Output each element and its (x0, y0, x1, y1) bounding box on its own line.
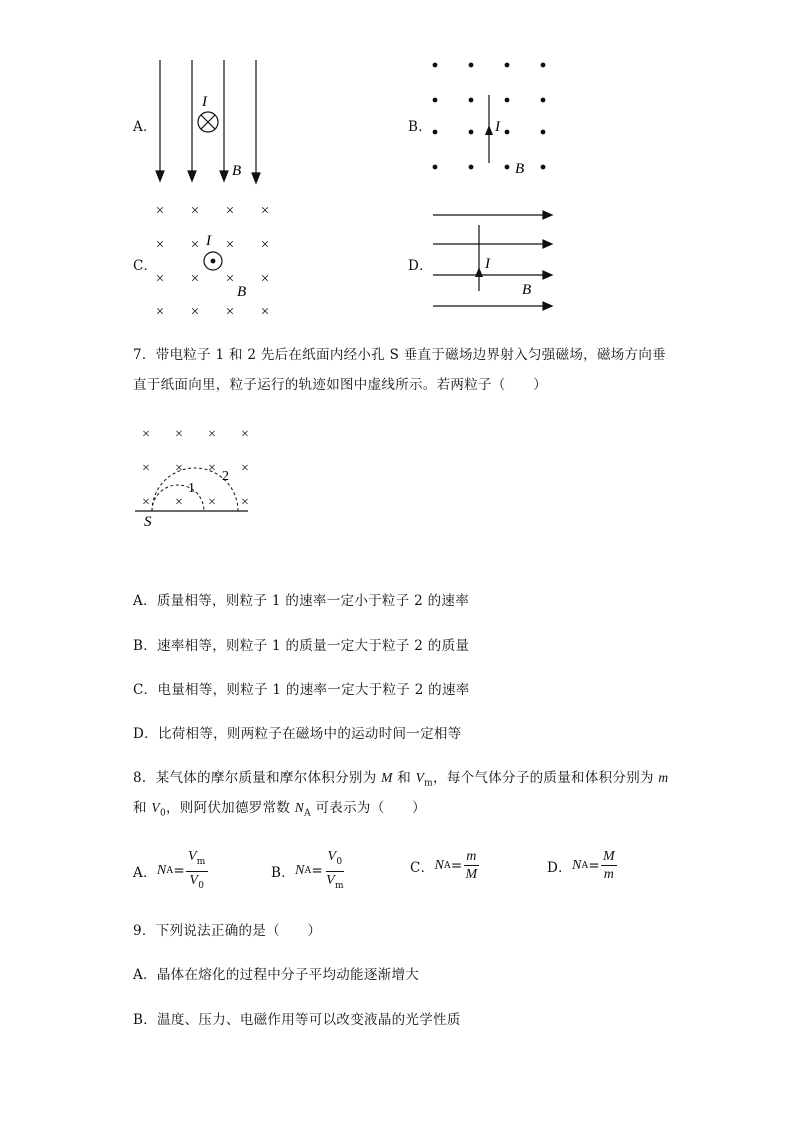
svg-text:×: × (142, 427, 150, 442)
svg-text:×: × (208, 427, 216, 442)
q7-hole-label: S (144, 514, 152, 530)
q6c-field-label: B (237, 284, 247, 300)
field-arrow (252, 173, 260, 183)
q6c-current-label: I (206, 233, 211, 249)
q9-stem: 9．下列说法正确的是（ ） (133, 923, 322, 939)
q9-option-a-letter: A． (133, 967, 157, 983)
q6-figure-b (425, 55, 565, 185)
current-arrow (475, 267, 483, 277)
q7-figure (130, 422, 260, 530)
svg-text:×: × (260, 271, 270, 287)
q6b-current-label: I (495, 119, 500, 135)
field-arrow (188, 171, 196, 181)
q8-option-d: D． N A = $\frac{M}{m}$ (547, 849, 615, 882)
svg-text:×: × (175, 427, 183, 442)
q7-path2-label: 2 (222, 469, 229, 484)
svg-text:×: × (190, 271, 200, 287)
svg-text:×: × (225, 237, 235, 253)
svg-text:×: × (260, 237, 270, 253)
svg-text:×: × (225, 271, 235, 287)
q6-option-b-letter: B． (408, 119, 433, 135)
field-arrow (220, 171, 228, 181)
q9-option-a-text: 晶体在熔化的过程中分子平均动能逐渐增大 (156, 967, 420, 983)
q8-stem-line2: 和 $V_0$，则阿伏加德罗常数 $N_A$ 可表示为（ ） (133, 800, 426, 819)
field-arrow (156, 171, 164, 181)
q7-stem-line1: 7．带电粒子 1 和 2 先后在纸面内经小孔 S 垂直于磁场边界射入匀强磁场，磁场方向垂 (133, 347, 666, 363)
q6b-field-label: B (515, 161, 525, 177)
q7-option-b-letter: B． (133, 638, 158, 654)
q9-option-b-letter: B． (133, 1012, 158, 1028)
q7-option-d-text: 比荷相等，则两粒子在磁场中的运动时间一定相等 (157, 726, 462, 742)
q8-option-c: C． N A = $\frac{m}{M}$ (410, 849, 478, 882)
q9-option-b-text: 温度、压力、电磁作用等可以改变液晶的光学性质 (157, 1012, 461, 1028)
q7-stem-line2: 直于纸面向里，粒子运行的轨迹如图中虚线所示。若两粒子（ ） (133, 377, 547, 393)
svg-text:×: × (241, 461, 249, 476)
q6-option-d-letter: D． (408, 258, 433, 274)
svg-text:×: × (155, 203, 165, 219)
q6-option-c-letter: C． (133, 258, 158, 274)
svg-text:×: × (175, 495, 183, 510)
svg-text:×: × (208, 495, 216, 510)
svg-text:×: × (190, 203, 200, 219)
svg-text:×: × (142, 461, 150, 476)
svg-text:×: × (241, 427, 249, 442)
svg-text:×: × (190, 304, 200, 320)
svg-text:×: × (190, 237, 200, 253)
q6a-field-label: B (232, 163, 242, 179)
q8-option-a: A． N A = $\frac{V_m}{V_0}$ (133, 849, 206, 891)
q8-option-b: B． N A = $\frac{V_0}{V_m}$ (271, 849, 344, 891)
svg-text:×: × (225, 304, 235, 320)
q6d-current-label: I (485, 256, 490, 272)
svg-text:×: × (155, 304, 165, 320)
q7-option-a-letter: A． (133, 593, 157, 609)
q6a-current-label: I (202, 94, 207, 110)
svg-text:×: × (260, 304, 270, 320)
svg-text:×: × (155, 271, 165, 287)
q7-path1-label: 1 (188, 481, 195, 496)
q7-option-c-letter: C． (133, 682, 158, 698)
q6d-field-label: B (522, 282, 532, 298)
q7-option-b-text: 速率相等，则粒子 1 的质量一定大于粒子 2 的质量 (157, 638, 470, 654)
q6-figure-a (150, 55, 270, 185)
svg-text:×: × (155, 237, 165, 253)
svg-text:×: × (208, 461, 216, 476)
svg-text:×: × (241, 495, 249, 510)
q7-option-d-letter: D． (133, 726, 158, 742)
svg-text:×: × (142, 495, 150, 510)
q7-option-a-text: 质量相等，则粒子 1 的速率一定小于粒子 2 的速率 (156, 593, 470, 609)
current-arrow (485, 125, 493, 135)
svg-text:×: × (175, 461, 183, 476)
q7-option-c-text: 电量相等，则粒子 1 的速率一定大于粒子 2 的速率 (157, 682, 470, 698)
q6-figure-d (425, 205, 560, 315)
q8-stem-line1: 8．某气体的摩尔质量和摩尔体积分别为 M 和 $V_m$，每个气体分子的质量和体积分别为 m (133, 770, 669, 789)
q6-figure-c (150, 200, 280, 325)
svg-text:×: × (260, 203, 270, 219)
svg-text:×: × (225, 203, 235, 219)
q6-option-a-letter: A． (133, 119, 157, 135)
